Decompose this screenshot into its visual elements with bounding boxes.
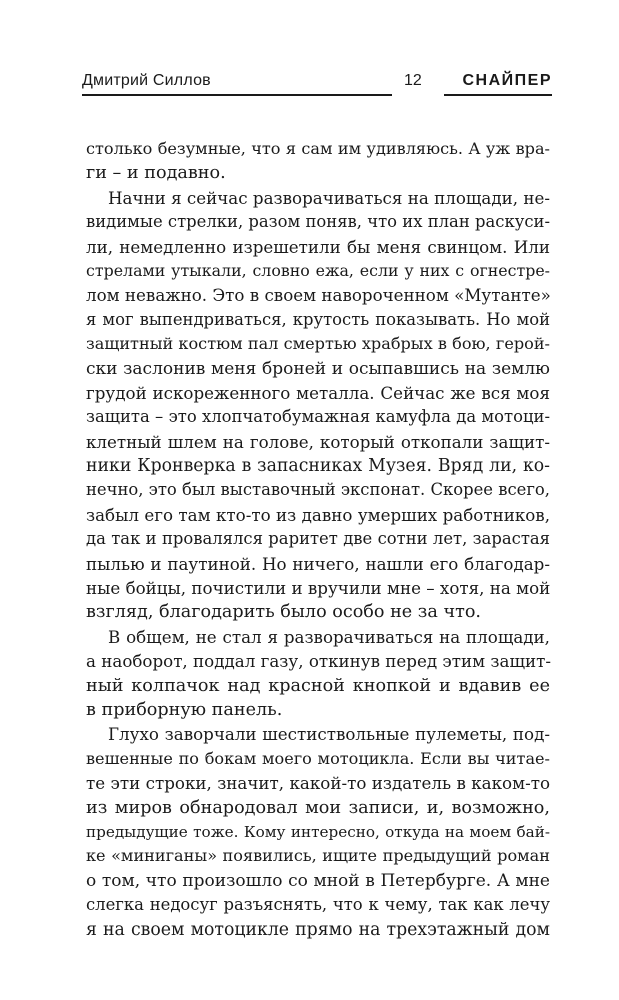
text-line: а наоборот, поддал газу, откинув перед этим защит-: [86, 651, 551, 672]
text-line: видимые стрелки, разом поняв, что их план раскуси-: [86, 212, 550, 232]
text-line: грудой искореженного металла. Сейчас же вся моя: [86, 382, 550, 403]
text-line: из миров обнародовал мои записи, и, возможно,: [86, 797, 550, 818]
text-line: Глухо заворчали шестиствольные пулеметы, под-: [108, 724, 550, 745]
text-line: о том, что произошло со мной в Петербурге. А мне: [86, 870, 550, 891]
text-line: те эти строки, значит, какой-то издатель в каком-то: [86, 773, 550, 794]
text-line: нечно, это был выставочный экспонат. Скорее всего,: [86, 480, 550, 500]
text-line: защитный костюм пал смертью храбрых в бою, герой-: [86, 334, 550, 354]
body-text: [86, 137, 550, 942]
text-line: ке «миниганы» появились, ищите предыдущий роман: [86, 846, 550, 866]
text-line: забыл его там кто-то из давно умерших работников,: [86, 504, 550, 525]
header-rule-left: [82, 94, 392, 96]
text-line: предыдущие тоже. Кому интересно, откуда на моем бай-: [86, 822, 550, 841]
text-line: ные бойцы, почистили и вручили мне – хотя, на мой: [86, 578, 551, 599]
text-line: ный колпачок над красной кнопкой и вдавив ее: [86, 675, 550, 696]
text-line: стрелами утыкали, словно ежа, если у них с огнестре-: [86, 260, 550, 280]
text-line: я на своем мотоцикле прямо на трехэтажный дом: [86, 919, 550, 940]
text-line: столько безумные, что я сам им удивляюсь. А уж вра-: [86, 139, 550, 158]
running-header: [82, 72, 552, 98]
text-line: я мог выпендриваться, крутость показывать. Но мой: [86, 309, 550, 329]
text-line: В общем, не стал я разворачиваться на площади,: [108, 626, 550, 647]
text-line: ги – и подавно.: [86, 163, 226, 184]
text-line: да так и провалялся раритет две сотни лет, зарастая: [86, 529, 550, 549]
text-line: защита – это хлопчатобумажная камуфла да мотоци-: [86, 407, 550, 427]
book-title: СНАЙПЕР: [462, 72, 552, 89]
text-line: в приборную панель.: [86, 699, 283, 720]
text-line: клетный шлем на голове, который откопали защит-: [86, 431, 550, 452]
text-line: Начни я сейчас разворачиваться на площади, не-: [108, 187, 550, 208]
text-line: ски заслонив меня броней и осыпавшись на землю: [86, 358, 550, 379]
text-line: пылью и паутиной. Но ничего, нашли его благодар-: [86, 553, 550, 574]
text-line: ники Кронверка в запасниках Музея. Вряд ли, ко-: [86, 456, 550, 477]
author-name: Дмитрий Силлов: [82, 72, 211, 89]
text-line: взгляд, благодарить было особо не за что.: [86, 602, 482, 623]
header-rule-right: [444, 94, 552, 96]
text-line: ли, немедленно изрешетили бы меня свинцом. Или: [86, 236, 550, 257]
text-line: вешенные по бокам моего мотоцикла. Если вы читае-: [86, 748, 550, 768]
page-number: 12: [404, 72, 422, 89]
text-line: лом неважно. Это в своем навороченном «Мутанте»: [86, 285, 551, 306]
text-line: слегка недосуг разъяснять, что к чему, так как лечу: [86, 895, 550, 915]
